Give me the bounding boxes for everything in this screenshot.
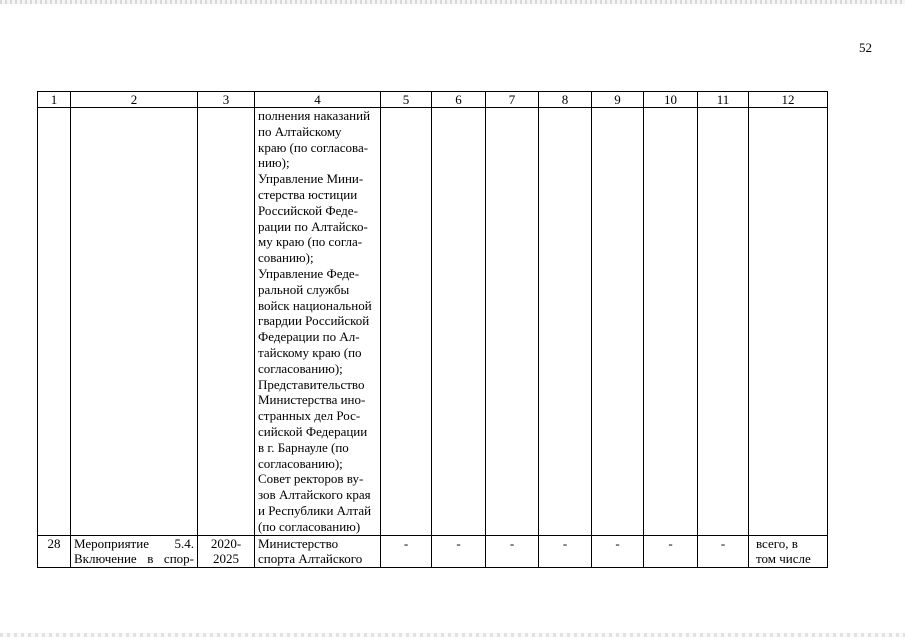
cell-text-line: Представительство <box>258 376 365 392</box>
column-number-header: 11 <box>698 92 749 108</box>
table-cell <box>539 108 592 536</box>
cell-text-line: тайскому краю (по <box>258 344 362 360</box>
table-cell <box>38 108 71 536</box>
cell-text-line: войск национальной <box>258 297 372 313</box>
scan-edge-top <box>0 0 905 4</box>
cell-text-line: 2020- <box>210 535 242 551</box>
measure-name-cell <box>71 535 198 568</box>
column-number-header: 6 <box>432 92 486 108</box>
cell-text-line: (по согласованию) <box>258 518 361 534</box>
cell-text-line: в г. Барнауле (по <box>258 439 349 455</box>
cell-text-line: рации по Алтайско- <box>258 218 368 234</box>
cell-text-line: согласованию); <box>258 455 343 471</box>
cell-text-line: зов Алтайского края <box>258 487 371 503</box>
value-cell: - <box>486 535 539 568</box>
cell-text-line: всего, в <box>756 535 798 551</box>
cell-text-line: спорта Алтайского <box>258 551 363 567</box>
table-cell <box>749 108 828 536</box>
cell-text-line: краю (по согласова- <box>258 139 369 155</box>
value-cell: - <box>381 535 432 568</box>
cell-text-line: и Республики Алтай <box>258 502 372 518</box>
cell-text-line: нию); <box>258 155 290 171</box>
table-cell <box>198 108 255 536</box>
table-cell <box>698 108 749 536</box>
column-number-header: 4 <box>255 92 381 108</box>
cell-text-line: ральной службы <box>258 281 350 297</box>
cell-text-line: Российской Феде- <box>258 202 358 218</box>
value-cell: - <box>592 535 644 568</box>
period-cell <box>198 535 255 568</box>
cell-text-line: Министерства ино- <box>258 392 366 408</box>
cell-text-line: Управление Феде- <box>258 265 360 281</box>
cell-word: в <box>147 551 154 567</box>
value-cell: - <box>539 535 592 568</box>
table-cell <box>381 108 432 536</box>
cell-text-line: му краю (по согла- <box>258 234 363 250</box>
cell-text-line: Управление Мини- <box>258 171 364 187</box>
cell-text-line: Министерство <box>258 535 339 551</box>
cell-text-line <box>74 536 194 552</box>
table-cell <box>71 108 198 536</box>
cell-word: Включение <box>74 551 137 567</box>
column-number-header: 10 <box>644 92 698 108</box>
value-cell: - <box>644 535 698 568</box>
cell-word: спор- <box>163 551 194 567</box>
column-number-header: 8 <box>539 92 592 108</box>
value-cell: - <box>698 535 749 568</box>
cell-text-line: странных дел Рос- <box>258 408 361 424</box>
measures-table <box>37 91 828 568</box>
table-cell <box>644 108 698 536</box>
row-number-cell: 28 <box>38 535 71 568</box>
table-header-row <box>38 92 828 108</box>
executors-cell <box>255 108 381 536</box>
cell-text-line: полнения наказаний <box>258 108 371 123</box>
cell-text-line: сованию); <box>258 250 314 266</box>
cell-text-line: Совет ректоров ву- <box>258 471 364 487</box>
table-cell <box>432 108 486 536</box>
table-row-28 <box>38 535 828 568</box>
column-number-header: 5 <box>381 92 432 108</box>
value-cell: - <box>432 535 486 568</box>
cell-word: Мероприятие <box>74 535 149 551</box>
funding-source-cell <box>749 535 828 568</box>
column-number-header: 2 <box>71 92 198 108</box>
cell-text-line: Федерации по Ал- <box>258 329 360 345</box>
cell-text-line: том числе <box>756 551 811 567</box>
scan-edge-bottom <box>0 633 905 637</box>
cell-text-line: по Алтайскому <box>258 123 342 139</box>
cell-text-line: согласованию); <box>258 360 343 376</box>
column-number-header: 1 <box>38 92 71 108</box>
page-number: 52 <box>859 40 872 55</box>
column-number-header: 3 <box>198 92 255 108</box>
column-number-header: 12 <box>749 92 828 108</box>
cell-text-line: гвардии Российской <box>258 313 370 329</box>
cell-text-line: стерства юстиции <box>258 186 358 202</box>
table-row-continuation <box>38 108 828 536</box>
cell-text-line <box>74 551 194 567</box>
table-cell <box>486 108 539 536</box>
table-cell <box>592 108 644 536</box>
column-number-header: 7 <box>486 92 539 108</box>
executors-cell <box>255 535 381 568</box>
cell-word: 5.4. <box>174 535 194 551</box>
cell-text-line: 2025 <box>213 551 239 567</box>
column-number-header: 9 <box>592 92 644 108</box>
cell-text-line: сийской Федерации <box>258 423 368 439</box>
